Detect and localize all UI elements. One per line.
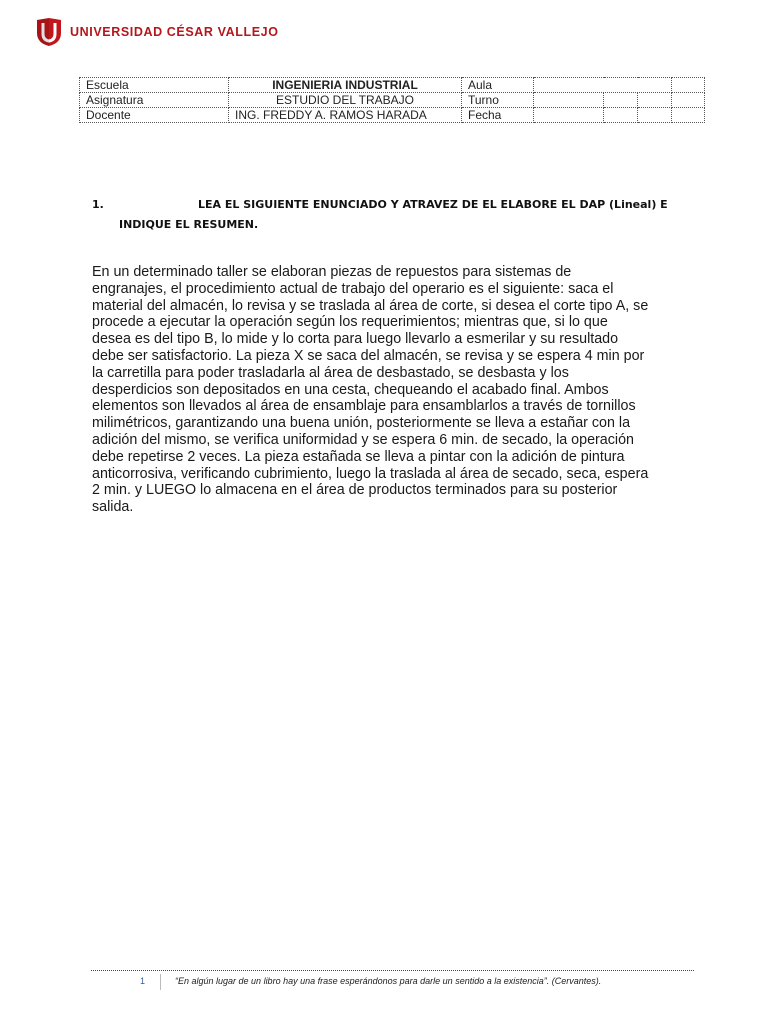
- fecha-input-3[interactable]: [638, 108, 672, 123]
- fecha-input-2[interactable]: [604, 108, 638, 123]
- label-asignatura: Asignatura: [80, 93, 229, 108]
- paragraph-line: desea es del tipo B, lo mide y lo corta para luego llevarlo a esmerilar y su resultado: [92, 331, 619, 348]
- paragraph-line: la carretilla para poder trasladarla al área de desbastado, se desbasta y los: [92, 364, 569, 381]
- question-line-1: LEA EL SIGUIENTE ENUNCIADO Y ATRAVEZ DE EL ELABORE EL DAP (Lineal) E: [198, 198, 668, 211]
- label-docente: Docente: [80, 108, 229, 123]
- paragraph-line: desperdicios son depositados en una cesta, chequeando el acabado final. Ambos: [92, 381, 609, 398]
- paragraph-line: milimétricos, garantizando una buena unión, posteriormente se lleva a estañar con la: [92, 415, 631, 432]
- field-aula: Aula: [462, 78, 534, 93]
- paragraph-line: debe ser satisfactorio. La pieza X se saca del almacén, se revisa y se espera 4 min por: [92, 347, 645, 364]
- footer-quote: “En algún lugar de un libro hay una frase esperándonos para darle un sentido a la existencia”. (Cervantes).: [175, 976, 602, 986]
- footer-separator: [160, 974, 161, 990]
- paragraph-line: debe repetirse 2 veces. La pieza estañada se lleva a pintar con la adición de pintura: [92, 448, 625, 465]
- question-number: 1.: [92, 198, 104, 211]
- turno-input-1[interactable]: [534, 93, 604, 108]
- course-info-table: [79, 77, 705, 123]
- table-row-docente: [80, 108, 705, 123]
- paragraph-line: En un determinado taller se elaboran piezas de repuestos para sistemas de: [92, 264, 572, 280]
- question-line-2: INDIQUE EL RESUMEN.: [119, 218, 259, 231]
- turno-input-2[interactable]: [604, 93, 638, 108]
- value-asignatura: ESTUDIO DEL TRABAJO: [229, 93, 462, 108]
- fecha-input-1[interactable]: [534, 108, 604, 123]
- paragraph-line: elementos son llevados al área de ensamblaje para ensamblarlos a través de tornillos: [92, 398, 636, 415]
- turno-input-3[interactable]: [638, 93, 672, 108]
- university-name: UNIVERSIDAD CÉSAR VALLEJO: [70, 25, 279, 39]
- paragraph-line: adición del mismo, se verifica uniformidad y se espera 6 min. de secado, la operación: [92, 431, 634, 448]
- paragraph-line: salida.: [92, 499, 134, 516]
- paragraph-line: 2 min. y LUEGO lo almacena en el área de productos terminados para su posterior: [92, 482, 618, 499]
- page-number: 1: [140, 976, 146, 986]
- page-footer: [91, 974, 694, 990]
- value-docente: ING. FREDDY A. RAMOS HARADA: [229, 108, 462, 123]
- empty-cell: [672, 93, 705, 108]
- paragraph-line: material del almacén, lo revisa y se traslada al área de corte, si desea el corte tipo A, se: [92, 297, 649, 314]
- field-fecha: Fecha: [462, 108, 534, 123]
- ucv-crest-icon: [36, 17, 62, 47]
- problem-statement: [92, 264, 712, 516]
- footer-divider: [91, 970, 694, 971]
- paragraph-line: procede a ejecutar la operación según los requerimientos; mientras que, si lo que: [92, 314, 608, 331]
- field-turno: Turno: [462, 93, 534, 108]
- empty-cell: [672, 78, 705, 93]
- table-row-asignatura: [80, 93, 705, 108]
- paragraph-line: engranajes, el procedimiento actual de trabajo del operario es el siguiente: saca el: [92, 280, 614, 297]
- aula-input[interactable]: [534, 78, 672, 93]
- question-heading: [92, 195, 702, 235]
- paragraph-line: anticorrosiva, verificando cubrimiento, luego la traslada al área de secado, seca, espera: [92, 465, 649, 482]
- label-escuela: Escuela: [80, 78, 229, 93]
- table-row-escuela: [80, 78, 705, 93]
- value-escuela: INGENIERIA INDUSTRIAL: [229, 78, 462, 93]
- university-logo: [36, 17, 279, 47]
- empty-cell: [672, 108, 705, 123]
